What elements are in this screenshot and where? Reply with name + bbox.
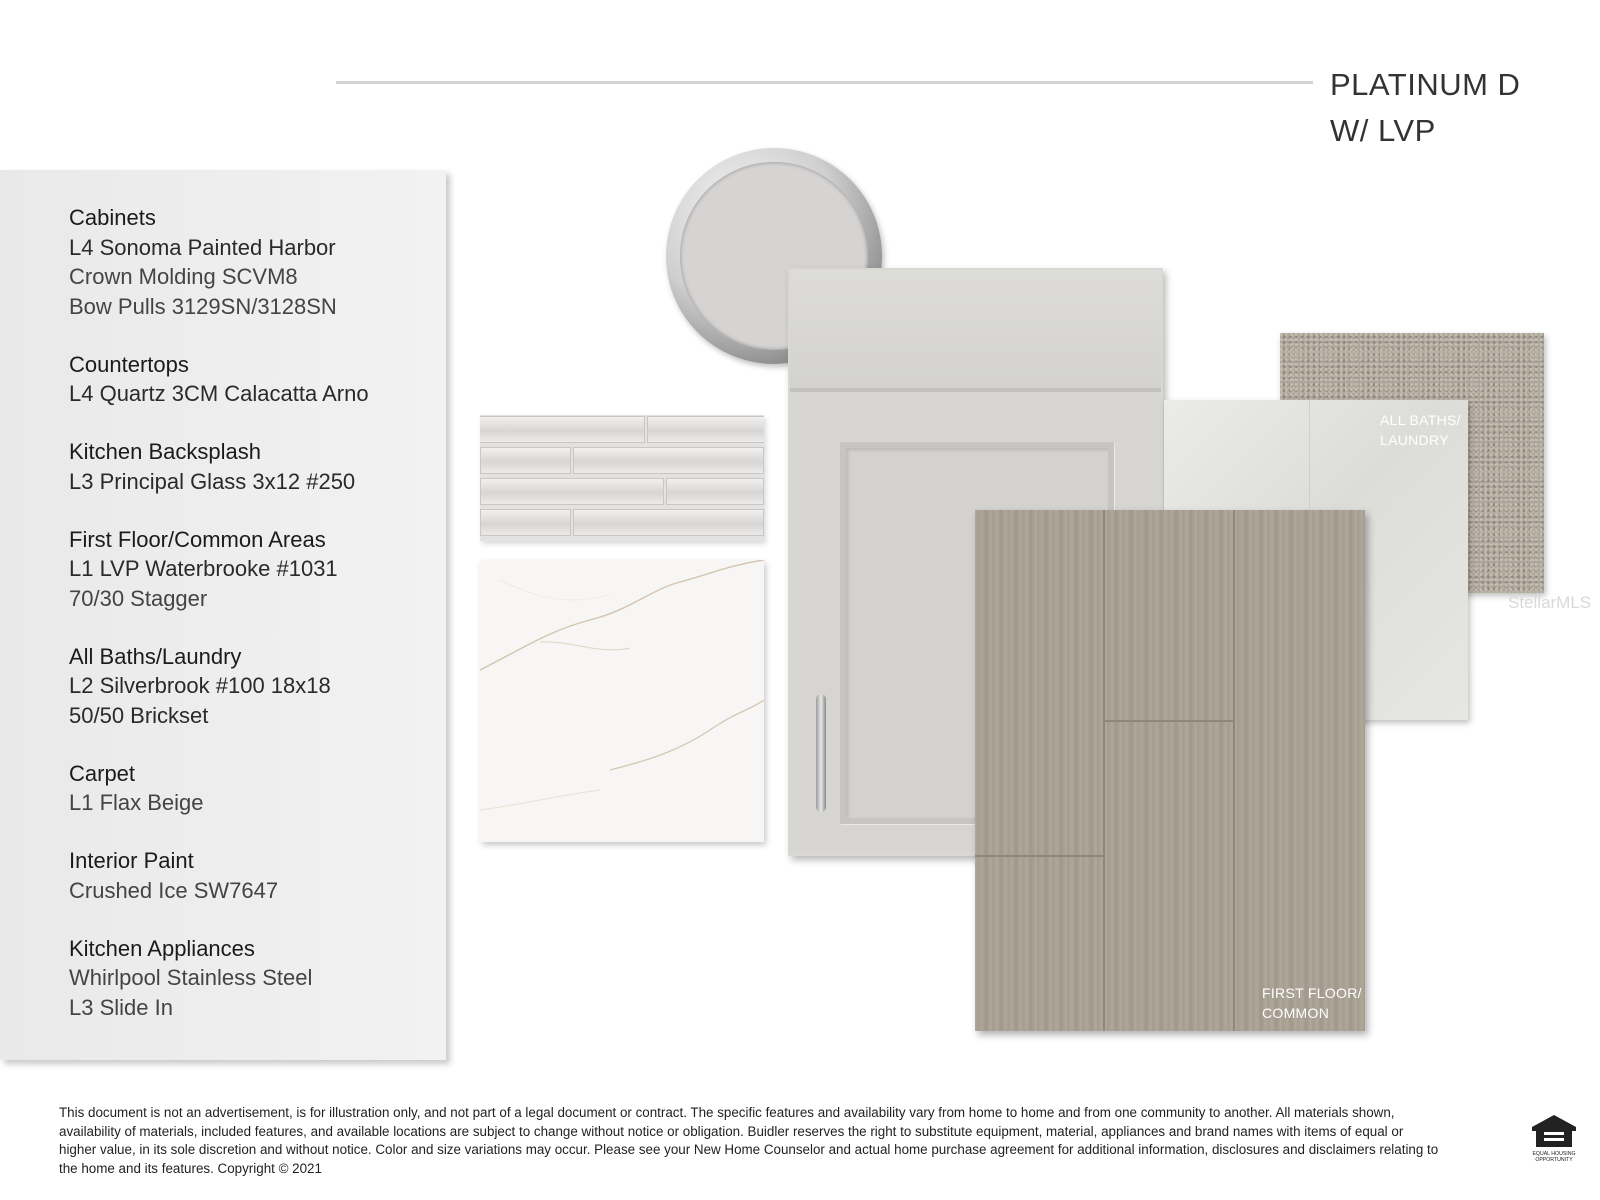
lvp-label-line-1: FIRST FLOOR/ — [1262, 985, 1362, 1001]
bath-tile-label — [1380, 410, 1461, 450]
spec-line: Bow Pulls 3129SN/3128SN — [69, 293, 337, 319]
spec-line: Crushed Ice SW7647 — [69, 877, 279, 903]
lvp-label — [1262, 983, 1362, 1023]
spec-line: L1 LVP Waterbrooke #1031 — [69, 556, 338, 581]
spec-list — [69, 203, 439, 1051]
backsplash-swatch — [480, 415, 764, 541]
spec-group-baths-laundry — [69, 642, 439, 731]
logo-text-line-2: OPPORTUNITY — [1535, 1157, 1573, 1163]
spec-heading: Countertops — [69, 351, 189, 377]
logo-text-line-1: EQUAL HOUSING — [1532, 1151, 1576, 1157]
title-line-2: W/ LVP — [1330, 113, 1436, 148]
spec-line: Crown Molding SCVM8 — [69, 264, 298, 289]
spec-heading: Carpet — [69, 760, 136, 786]
spec-line: L3 Principal Glass 3x12 #250 — [69, 468, 356, 494]
spec-group-cabinets — [69, 203, 439, 321]
cabinet-pull-handle — [816, 694, 826, 812]
spec-heading: Kitchen Appliances — [69, 935, 255, 961]
spec-heading: First Floor/Common Areas — [69, 526, 326, 552]
spec-line: Whirlpool Stainless Steel — [69, 965, 313, 990]
spec-line: L4 Sonoma Painted Harbor — [69, 234, 336, 260]
spec-heading: All Baths/Laundry — [69, 643, 242, 669]
page-title — [1330, 62, 1520, 154]
bath-label-line-1: ALL BATHS/ — [1380, 412, 1461, 428]
lvp-flooring-swatch — [975, 510, 1365, 1031]
equal-housing-opportunity-icon — [1528, 1113, 1580, 1163]
spec-heading: Cabinets — [69, 205, 156, 230]
cabinet-drawer-front — [790, 270, 1161, 392]
spec-line: L1 Flax Beige — [69, 790, 204, 815]
spec-line: 70/30 Stagger — [69, 585, 208, 611]
spec-heading: Interior Paint — [69, 848, 194, 873]
spec-group-interior-paint — [69, 846, 439, 905]
disclaimer-text: This document is not an advertisement, is for illustration only, and not part of a legal document or contract. The specific features and availability vary from home to home and from one community to another. All materials shown, availability of materials, included features, and available locations are subject to change without notice or obligation. Buidler reserves the right to substitute equipment, material, appliances and brand names with items of equal or higher value, in its sole discretion and without notice. Color and size variations may occur. Please see your New Home Counselor and actual home purchase agreement for additional information, disclosures and disclaimers relating to the home and its features. Copyright © 2021 — [59, 1105, 1439, 1176]
header-divider — [336, 81, 1313, 84]
spec-panel — [0, 170, 446, 1060]
spec-heading: Kitchen Backsplash — [69, 439, 261, 464]
quartz-swatch — [480, 560, 764, 842]
title-line-1: PLATINUM D — [1330, 67, 1521, 102]
spec-line: L4 Quartz 3CM Calacatta Arno — [69, 381, 369, 406]
spec-line: L3 Slide In — [69, 994, 173, 1020]
quartz-veining — [480, 560, 764, 842]
spec-group-first-floor — [69, 525, 439, 614]
spec-line: 50/50 Brickset — [69, 702, 209, 728]
spec-group-kitchen-appliances — [69, 934, 439, 1023]
bath-label-line-2: LAUNDRY — [1380, 432, 1449, 448]
spec-group-kitchen-backsplash — [69, 437, 439, 496]
spec-group-carpet — [69, 759, 439, 818]
spec-group-countertops — [69, 350, 439, 409]
lvp-label-line-2: COMMON — [1262, 1005, 1330, 1021]
spec-line: L2 Silverbrook #100 18x18 — [69, 673, 331, 698]
mls-watermark: StellarMLS — [1508, 593, 1592, 612]
